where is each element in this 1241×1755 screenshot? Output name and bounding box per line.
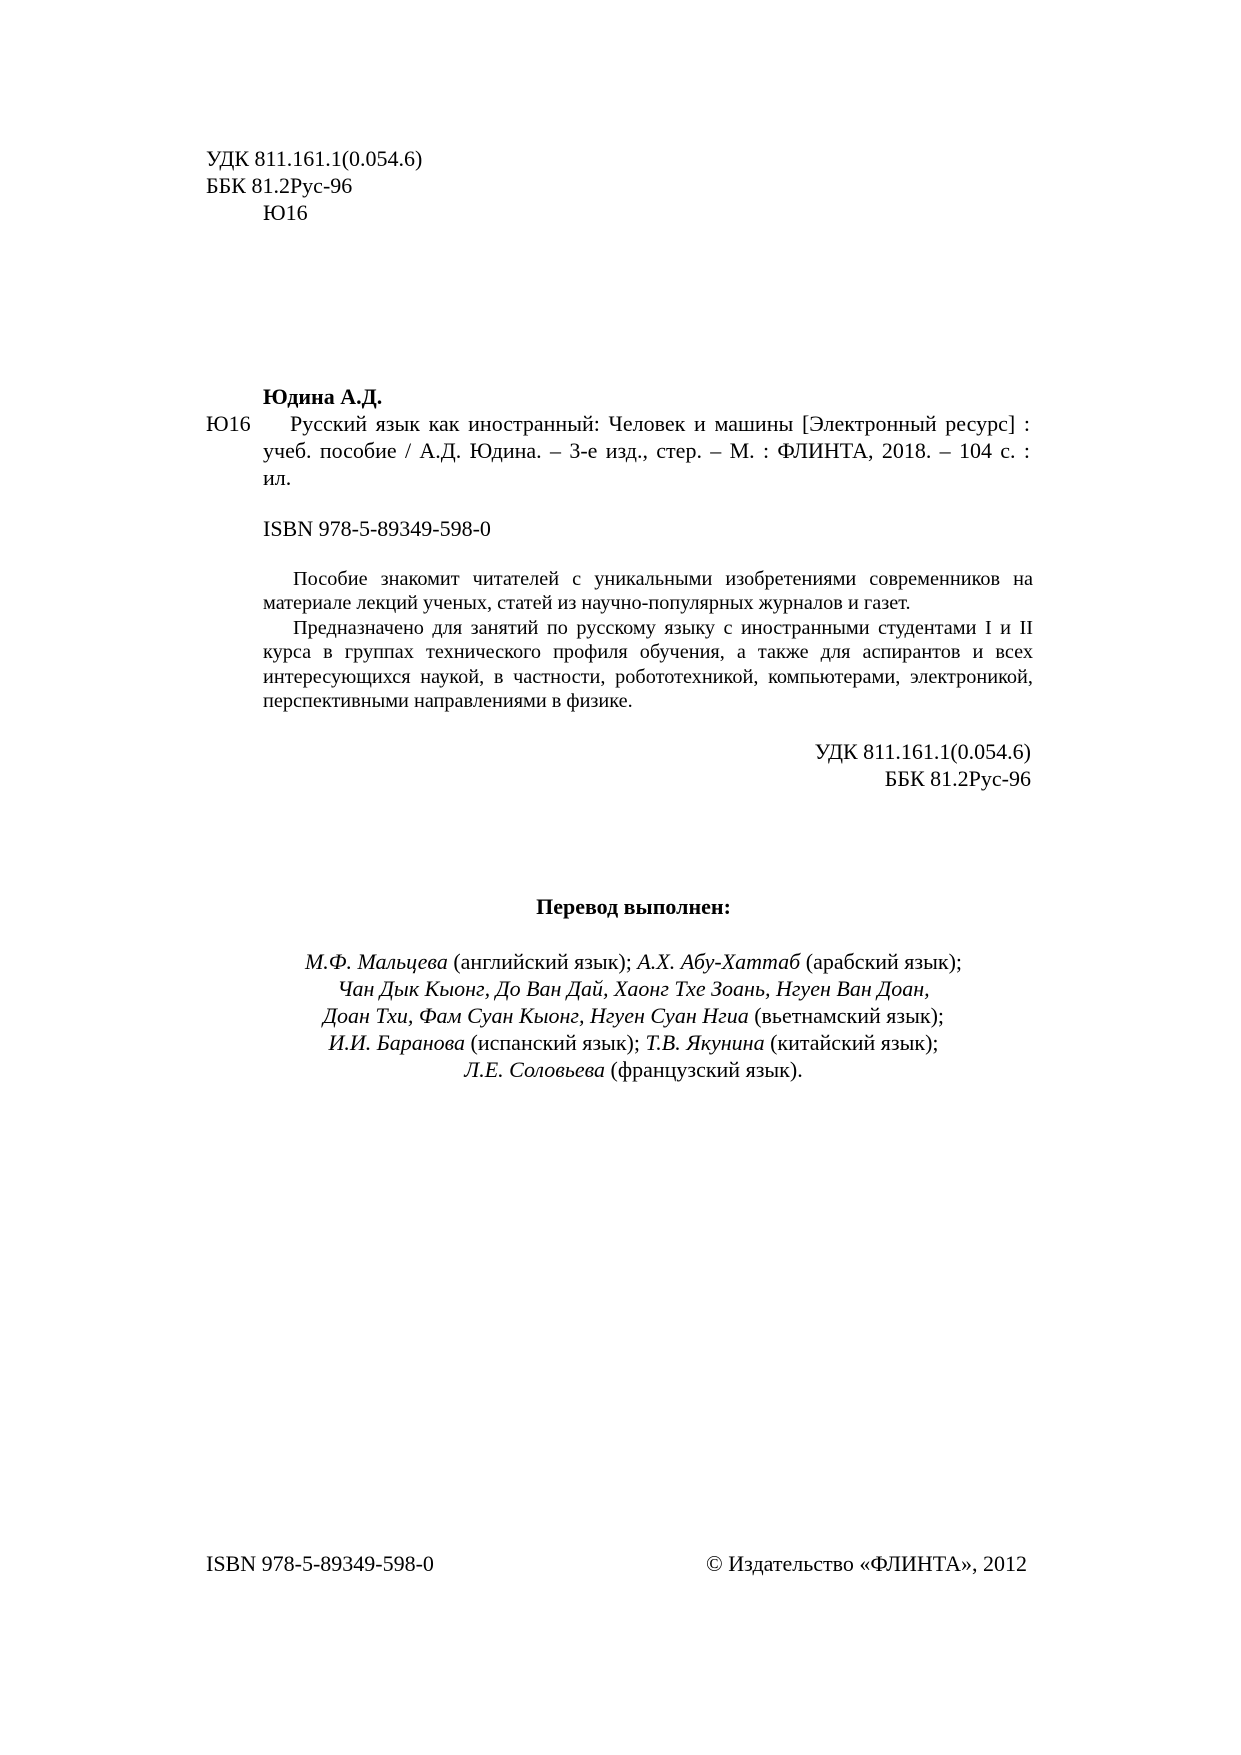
- classification-bbk: ББК 81.2Рус-96: [884, 766, 1031, 791]
- annotation-p1-line2: материале лекций ученых, статей из научно-популярных журналов и газет.: [263, 592, 911, 614]
- translation-line5: [0, 1056, 1241, 1083]
- translator-language: (испанский язык);: [465, 1030, 646, 1055]
- translator-names: Чан Дык Кыонг, До Ван Дай, Хаонг Тхе Зоань, Нгуен Ван Доан,: [337, 976, 930, 1001]
- translation-line2: [0, 975, 1241, 1002]
- translation-line3: [0, 1002, 1241, 1029]
- translator-name: Л.Е. Соловьева: [464, 1057, 605, 1082]
- translator-language: (китайский язык);: [764, 1030, 939, 1055]
- translator-name: Т.В. Якунина: [645, 1030, 765, 1055]
- entry-author: Юдина А.Д.: [263, 384, 383, 409]
- entry-title-line3: ил.: [263, 465, 292, 490]
- translator-language: (вьетнамский язык);: [748, 1003, 945, 1028]
- translator-name: М.Ф. Мальцева: [304, 949, 448, 974]
- translation-line1: [0, 948, 1241, 975]
- entry-title-line2: учеб. пособие / А.Д. Юдина. – 3-е изд., стер. – М. : ФЛИНТА, 2018. – 104 с. :: [263, 438, 1030, 463]
- translator-language: (английский язык);: [447, 949, 638, 974]
- translator-name: А.Х. Абу-Хаттаб: [637, 949, 801, 974]
- annotation-p2-line4: перспективными направлениями в физике.: [263, 690, 633, 712]
- entry-code: Ю16: [206, 411, 251, 436]
- translator-language: (французский язык).: [605, 1057, 803, 1082]
- annotation-p2-line1: Предназначено для занятий по русскому языку с иностранными студентами I и II: [293, 617, 1033, 639]
- translator-language: (арабский язык);: [800, 949, 963, 974]
- footer-copyright: © Издательство «ФЛИНТА», 2012: [706, 1551, 1027, 1576]
- header-bbk: ББК 81.2Рус-96: [206, 173, 353, 198]
- translation-heading: Перевод выполнен:: [536, 894, 731, 919]
- annotation-p2-line3: интересующихся наукой, в частности, робототехникой, компьютерами, электроникой,: [263, 666, 1033, 688]
- header-udk: УДК 811.161.1(0.054.6): [206, 146, 423, 171]
- header-author-code: Ю16: [263, 200, 308, 225]
- classification-udk: УДК 811.161.1(0.054.6): [814, 739, 1031, 764]
- translation-line4: [0, 1029, 1241, 1056]
- entry-isbn: ISBN 978-5-89349-598-0: [263, 516, 491, 541]
- annotation-p2-line2: курса в группах технического профиля обучения, а также для аспирантов и всех: [263, 641, 1033, 663]
- footer-isbn: ISBN 978-5-89349-598-0: [206, 1551, 434, 1576]
- translator-names: Доан Тхи, Фам Суан Кыонг, Нгуен Суан Нгиа: [322, 1003, 749, 1028]
- translator-name: И.И. Баранова: [328, 1030, 466, 1055]
- annotation-p1-line1: Пособие знакомит читателей с уникальными изобретениями современников на: [293, 568, 1033, 590]
- entry-title-line1: Русский язык как иностранный: Человек и машины [Электронный ресурс] :: [290, 411, 1030, 436]
